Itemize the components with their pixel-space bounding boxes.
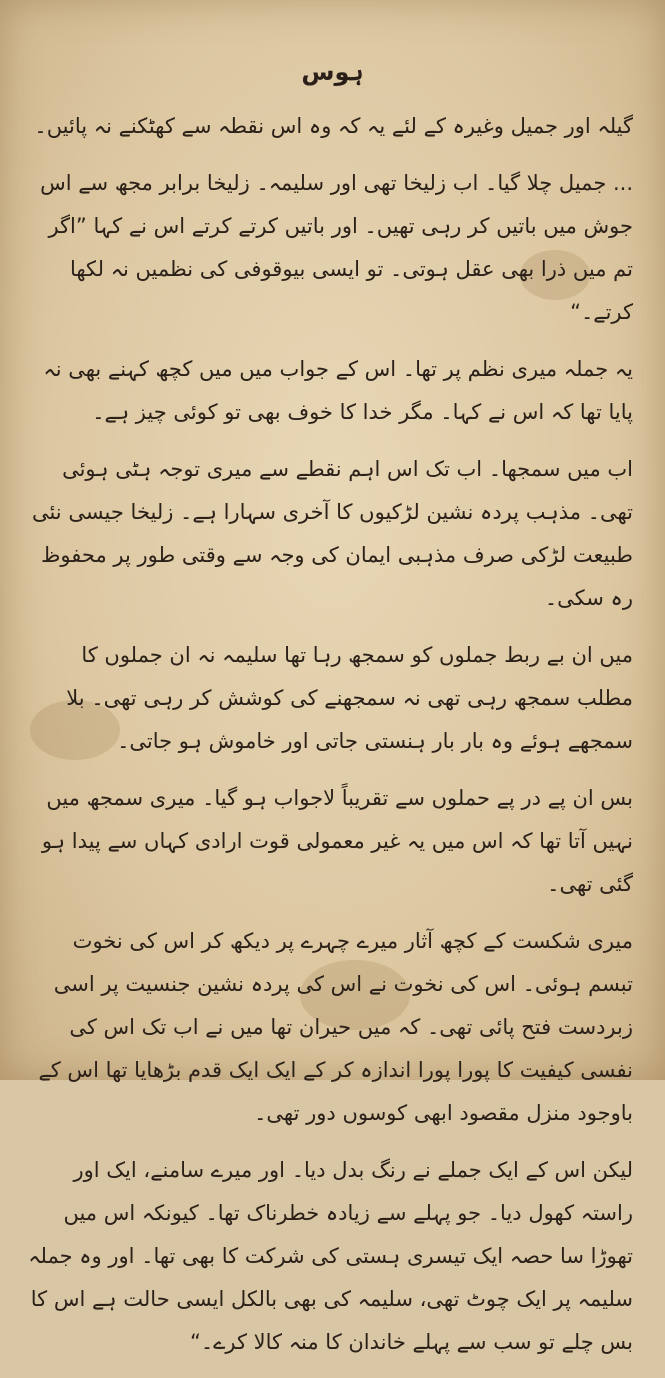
page-body xyxy=(28,105,633,1378)
paragraph: گیلہ اور جمیل وغیرہ کے لئے یہ کہ وہ اس نقطہ سے کھٹکنے نہ پائیں۔ xyxy=(34,114,633,138)
paragraph: اب میں سمجھا۔ اب تک اس اہم نقطے سے میری توجہ ہٹی ہوئی تھی۔ مذہب پردہ نشین لڑکیوں کا آخری سہارا ہے۔ زلیخا جیسی نئی طبیعت لڑکی صرف مذہبی ایمان کی وجہ سے وقتی طور پر محفوظ رہ سکی۔ xyxy=(31,457,633,610)
paragraph: میں ان بے ربط جملوں کو سمجھ رہا تھا سلیمہ نہ ان جملوں کا مطلب سمجھ رہی تھی نہ سمجھنے کی کوشش کر رہی تھی۔ بلا سمجھے ہوئے وہ بار بار ہنستی جاتی اور خاموش ہو جاتی۔ xyxy=(66,643,633,753)
paragraph: یہ جملہ میری نظم پر تھا۔ اس کے جواب میں میں کچھ کہنے بھی نہ پایا تھا کہ اس نے کہا۔ مگر خدا کا خوف بھی تو کوئی چیز ہے۔ xyxy=(43,357,633,424)
paragraph: ... جمیل چلا گیا۔ اب زلیخا تھی اور سلیمہ۔ زلیخا برابر مجھ سے اس جوش میں باتیں کر رہی تھیں۔ اور باتیں کرتے کرتے اس نے کہا ”اگر تم میں ذرا بھی عقل ہوتی۔ تو ایسی بیوقوفی کی نظمیں نہ لکھا کرتے۔“ xyxy=(40,171,633,324)
paragraph: بس ان پے در پے حملوں سے تقریباً لاجواب ہو گیا۔ میری سمجھ میں نہیں آتا تھا کہ اس میں یہ غیر معمولی قوت ارادی کہاں سے پیدا ہو گئی تھی۔ xyxy=(41,786,633,896)
paragraph: لیکن اس کے ایک جملے نے رنگ بدل دیا۔ اور میرے سامنے، ایک اور راستہ کھول دیا۔ جو پہلے سے زیادہ خطرناک تھا۔ کیونکہ اس میں تھوڑا سا حصہ ایک تیسری ہستی کی شرکت کا بھی تھا۔ اور وہ جملہ سلیمہ پر ایک چوٹ تھی، سلیمہ کی بھی بالکل ایسی حالت ہے اس کا بس چلے تو سب سے پہلے خاندان کا منہ کالا کرے۔“ xyxy=(28,1158,633,1354)
chapter-heading: ہوس xyxy=(301,58,364,86)
paragraph: میری شکست کے کچھ آثار میرے چہرے پر دیکھ کر اس کی نخوت تبسم ہوئی۔ اس کی نخوت نے اس کی پردہ نشین جنسیت پر اسی زبردست فتح پائی تھی۔ کہ میں حیران تھا میں نے اب تک اس کی نفسی کیفیت کا پورا پورا اندازہ کر کے ایک ایک قدم بڑھایا تھا اس کے باوجود منزل مقصود ابھی کوسوں دور تھی۔ xyxy=(38,929,633,1125)
